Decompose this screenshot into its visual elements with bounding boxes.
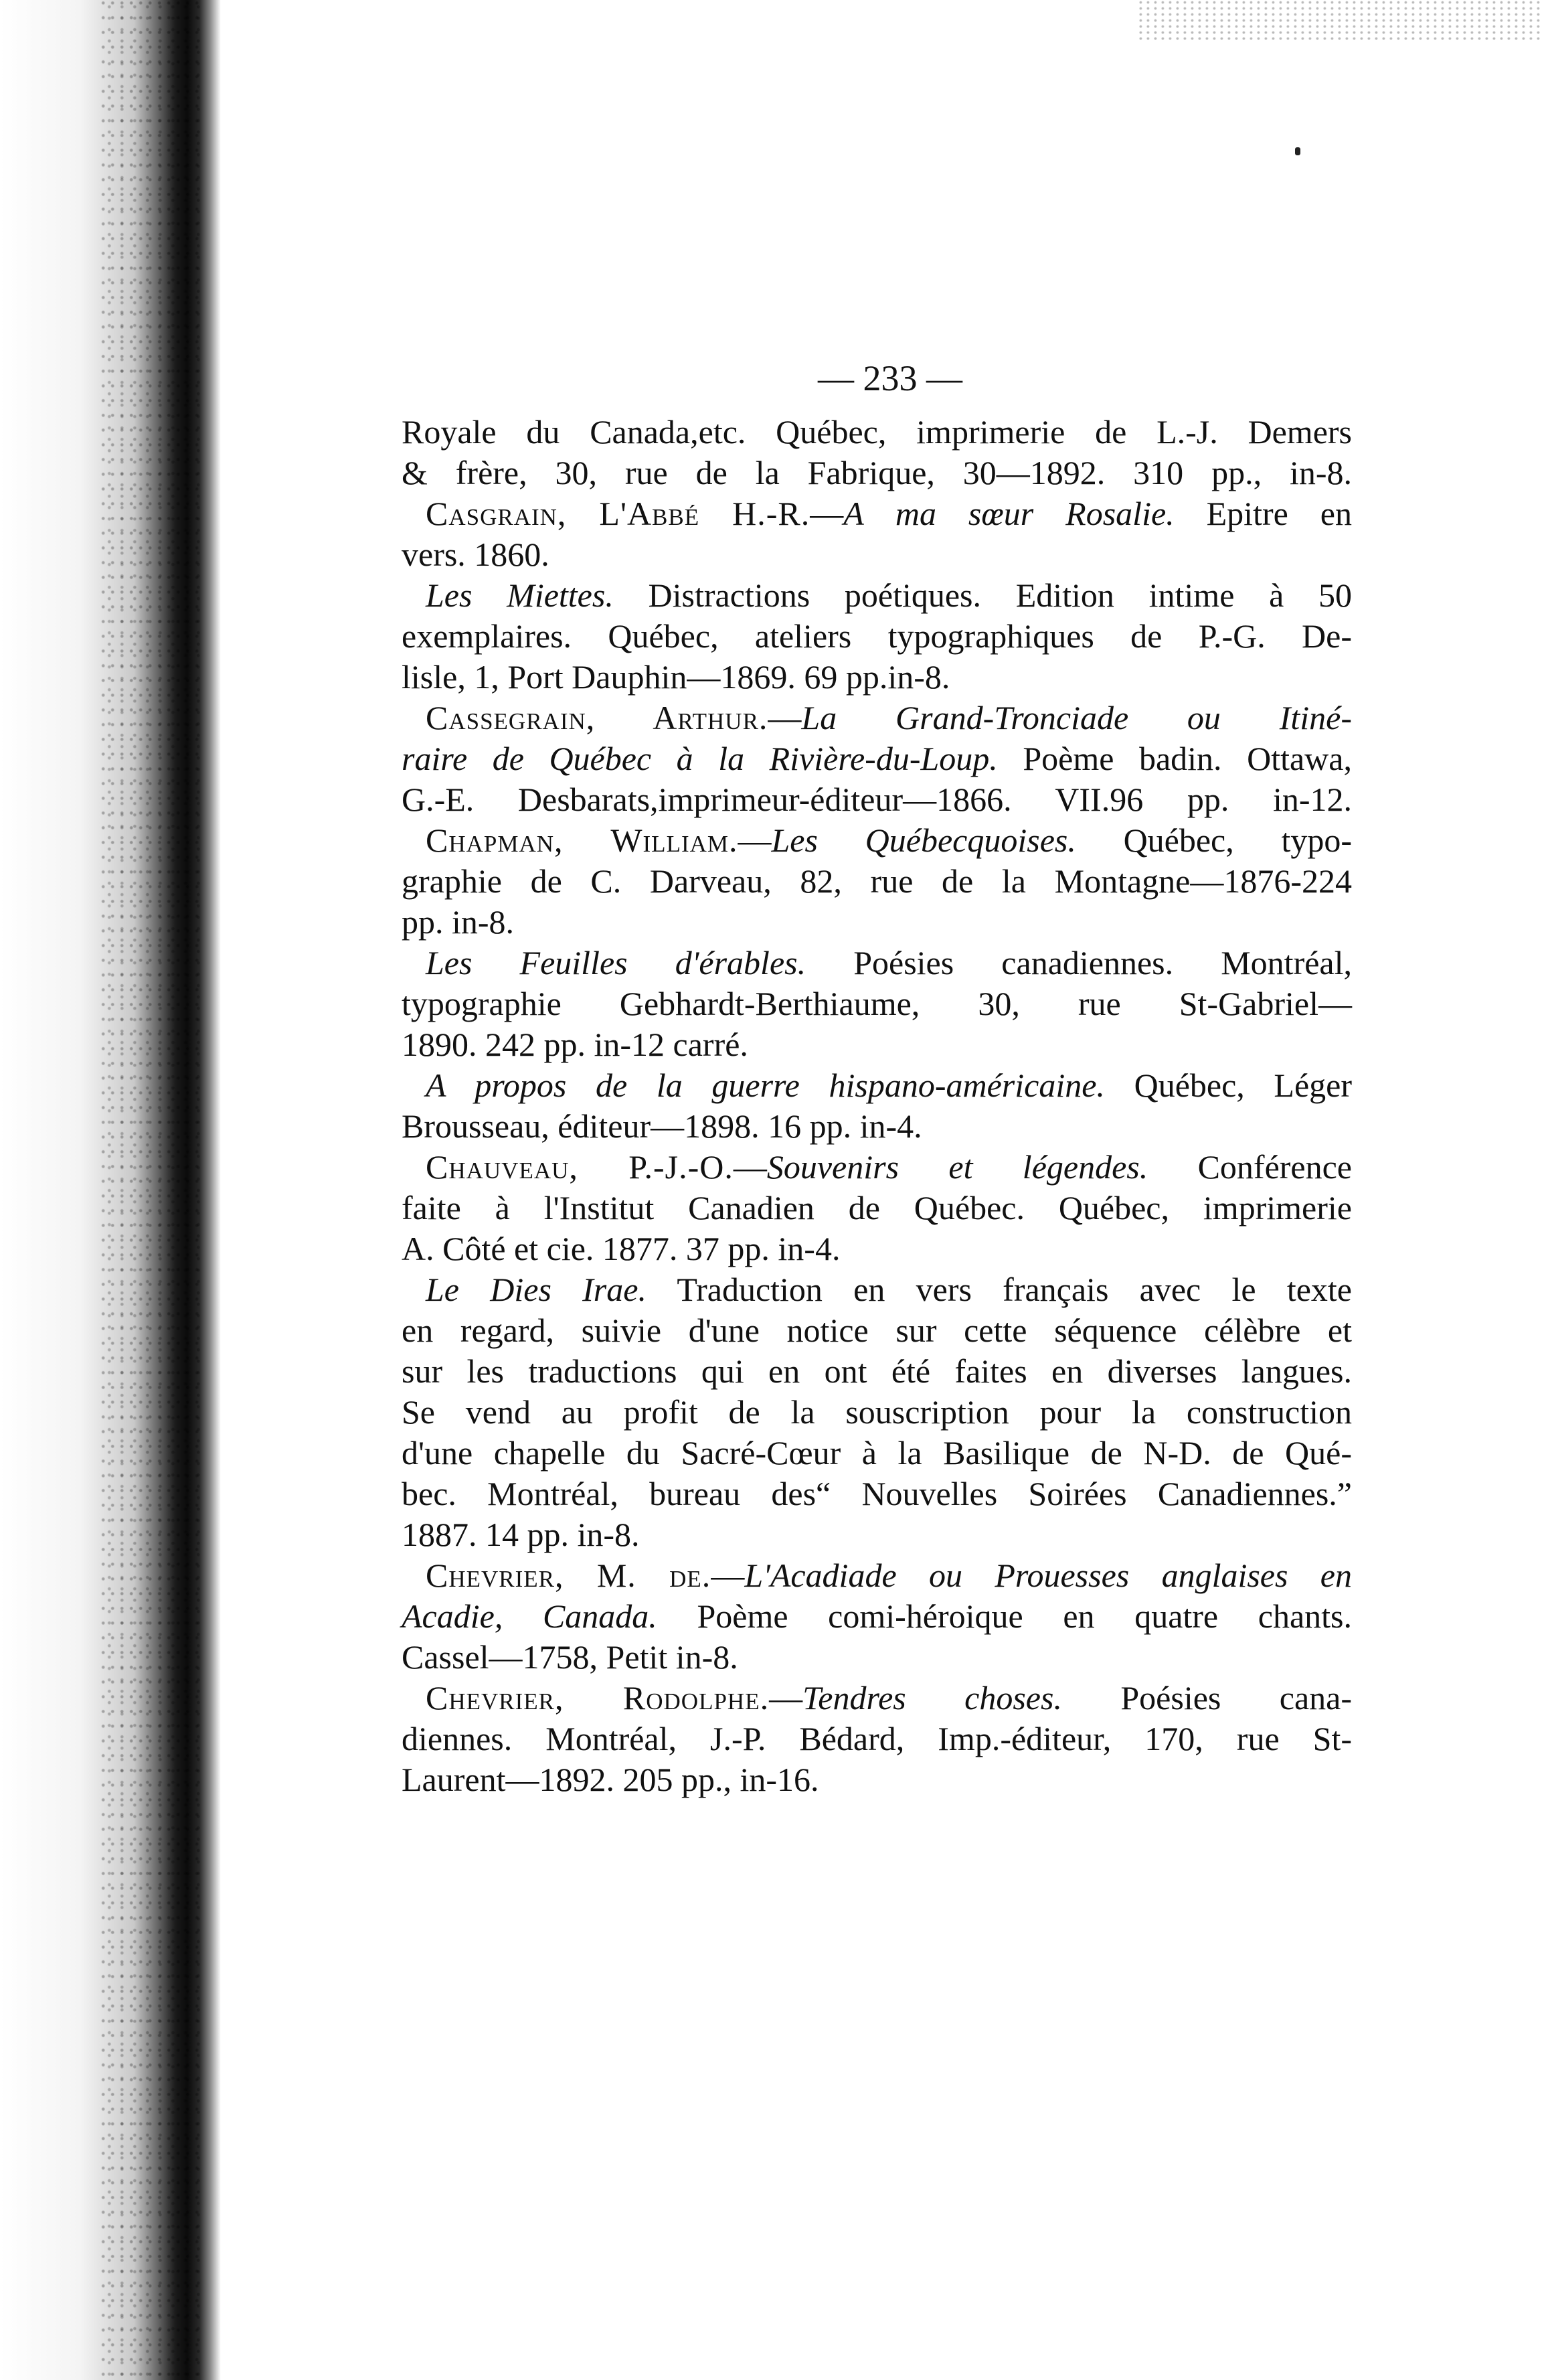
text-segment: Poème badin. Ottawa, <box>997 740 1352 777</box>
text-line: d'une chapelle du Sacré-Cœur à la Basilique de N-D. de Qué- <box>402 1434 1352 1472</box>
text-line: & frère, 30, rue de la Fabrique, 30—1892. 310 pp., in-8. <box>402 454 1352 491</box>
author-name: Casgrain, L'Abbé H.-R. <box>426 495 810 532</box>
author-name: Cassegrain, Arthur. <box>426 699 768 736</box>
text-line: pp. in-8. <box>402 903 515 941</box>
text-segment: Québec, typo- <box>1076 821 1352 859</box>
work-title: Tendres choses. <box>802 1679 1062 1717</box>
page-number: — 233 — <box>818 358 962 398</box>
text-line: lisle, 1, Port Dauphin—1869. 69 pp.in-8. <box>402 658 950 696</box>
text-line: Cassel—1758, Petit in-8. <box>402 1638 738 1676</box>
text-segment: Distractions poétiques. Edition intime à 50 <box>613 576 1352 614</box>
text-line: sur les traductions qui en ont été faites en diverses langues. <box>402 1352 1352 1390</box>
work-title: A propos de la guerre hispano-américaine. <box>426 1066 1105 1104</box>
entry-line <box>402 1269 1352 1310</box>
entry-cassegrain <box>402 698 1352 738</box>
text-segment: Conférence <box>1148 1148 1352 1186</box>
dash: — <box>733 1148 767 1186</box>
text-line: diennes. Montréal, J.-P. Bédard, Imp.-éditeur, 170, rue St- <box>402 1720 1352 1757</box>
text-segment: Traduction en vers français avec le texte <box>646 1271 1353 1308</box>
text-line: 1887. 14 pp. in-8. <box>402 1516 640 1553</box>
bibliography-text <box>402 412 1352 1800</box>
work-title: Les Québecquoises. <box>771 821 1076 859</box>
work-title: L'Acadiade ou Prouesses anglaises en <box>744 1557 1352 1594</box>
dash: — <box>810 495 844 532</box>
text-line: Brousseau, éditeur—1898. 16 pp. in-4. <box>402 1107 922 1145</box>
text-line: typographie Gebhardt-Berthiaume, 30, rue St-Gabriel— <box>402 985 1352 1022</box>
dash: — <box>769 1679 803 1717</box>
entry-line <box>402 575 1352 616</box>
scan-noise-top <box>1138 0 1544 40</box>
entry-casgrain <box>402 493 1352 534</box>
work-title: Acadie, Canada. <box>402 1597 657 1635</box>
text-line: vers. 1860. <box>402 536 549 573</box>
text-line: Laurent—1892. 205 pp., in-16. <box>402 1761 819 1798</box>
text-segment: Epitre en <box>1174 495 1352 532</box>
author-name: Chauveau, P.-J.-O. <box>426 1148 734 1186</box>
text-line: 1890. 242 pp. in-12 carré. <box>402 1026 748 1063</box>
text-line: en regard, suivie d'une notice sur cette séquence célèbre et <box>402 1312 1352 1349</box>
work-title: Le Dies Irae. <box>426 1271 647 1308</box>
work-title: Les Feuilles d'érables. <box>426 944 806 981</box>
text-segment: Québec, Léger <box>1104 1066 1353 1104</box>
entry-chauveau <box>402 1147 1352 1188</box>
author-name: Chevrier, Rodolphe. <box>426 1679 770 1717</box>
entry-chevrier-m <box>402 1555 1352 1596</box>
work-title: Les Miettes. <box>426 576 614 614</box>
dash: — <box>768 699 802 736</box>
dash: — <box>711 1557 745 1594</box>
author-name: Chapman, William. <box>426 821 738 859</box>
text-line: A. Côté et cie. 1877. 37 pp. in-4. <box>402 1230 841 1267</box>
text-line: bec. Montréal, bureau des“ Nouvelles Soirées Canadiennes.” <box>402 1475 1352 1512</box>
entry-line <box>402 943 1352 983</box>
text-segment: Poésies cana- <box>1061 1679 1353 1717</box>
entry-chevrier-rodolphe <box>402 1678 1352 1719</box>
text-line: Royale du Canada,etc. Québec, imprimerie de L.-J. Demers <box>402 413 1352 451</box>
entry-line <box>402 1596 1352 1637</box>
entry-line <box>402 1065 1352 1106</box>
text-segment: Poésies canadiennes. Montréal, <box>806 944 1352 981</box>
work-title: La Grand-Tronciade ou Itiné- <box>801 699 1352 736</box>
entry-line <box>402 738 1352 779</box>
stray-ink-mark <box>1295 147 1300 155</box>
entry-chapman <box>402 820 1352 861</box>
text-line: graphie de C. Darveau, 82, rue de la Montagne—1876-224 <box>402 862 1352 900</box>
author-name: Chevrier, M. de. <box>426 1557 711 1594</box>
text-line: faite à l'Institut Canadien de Québec. Québec, imprimerie <box>402 1189 1352 1226</box>
text-line: Se vend au profit de la souscription pour la construction <box>402 1393 1352 1431</box>
work-title: A ma sœur Rosalie. <box>843 495 1175 532</box>
text-line: exemplaires. Québec, ateliers typographiques de P.-G. De- <box>402 617 1352 655</box>
work-title: raire de Québec à la Rivière-du-Loup. <box>402 740 998 777</box>
text-line: G.-E. Desbarats,imprimeur-éditeur—1866. VII.96 pp. in-12. <box>402 781 1352 818</box>
scan-noise-left <box>100 0 201 2380</box>
work-title: Souvenirs et légendes. <box>766 1148 1148 1186</box>
dash: — <box>738 821 772 859</box>
text-segment: Poème comi-héroique en quatre chants. <box>657 1597 1352 1635</box>
